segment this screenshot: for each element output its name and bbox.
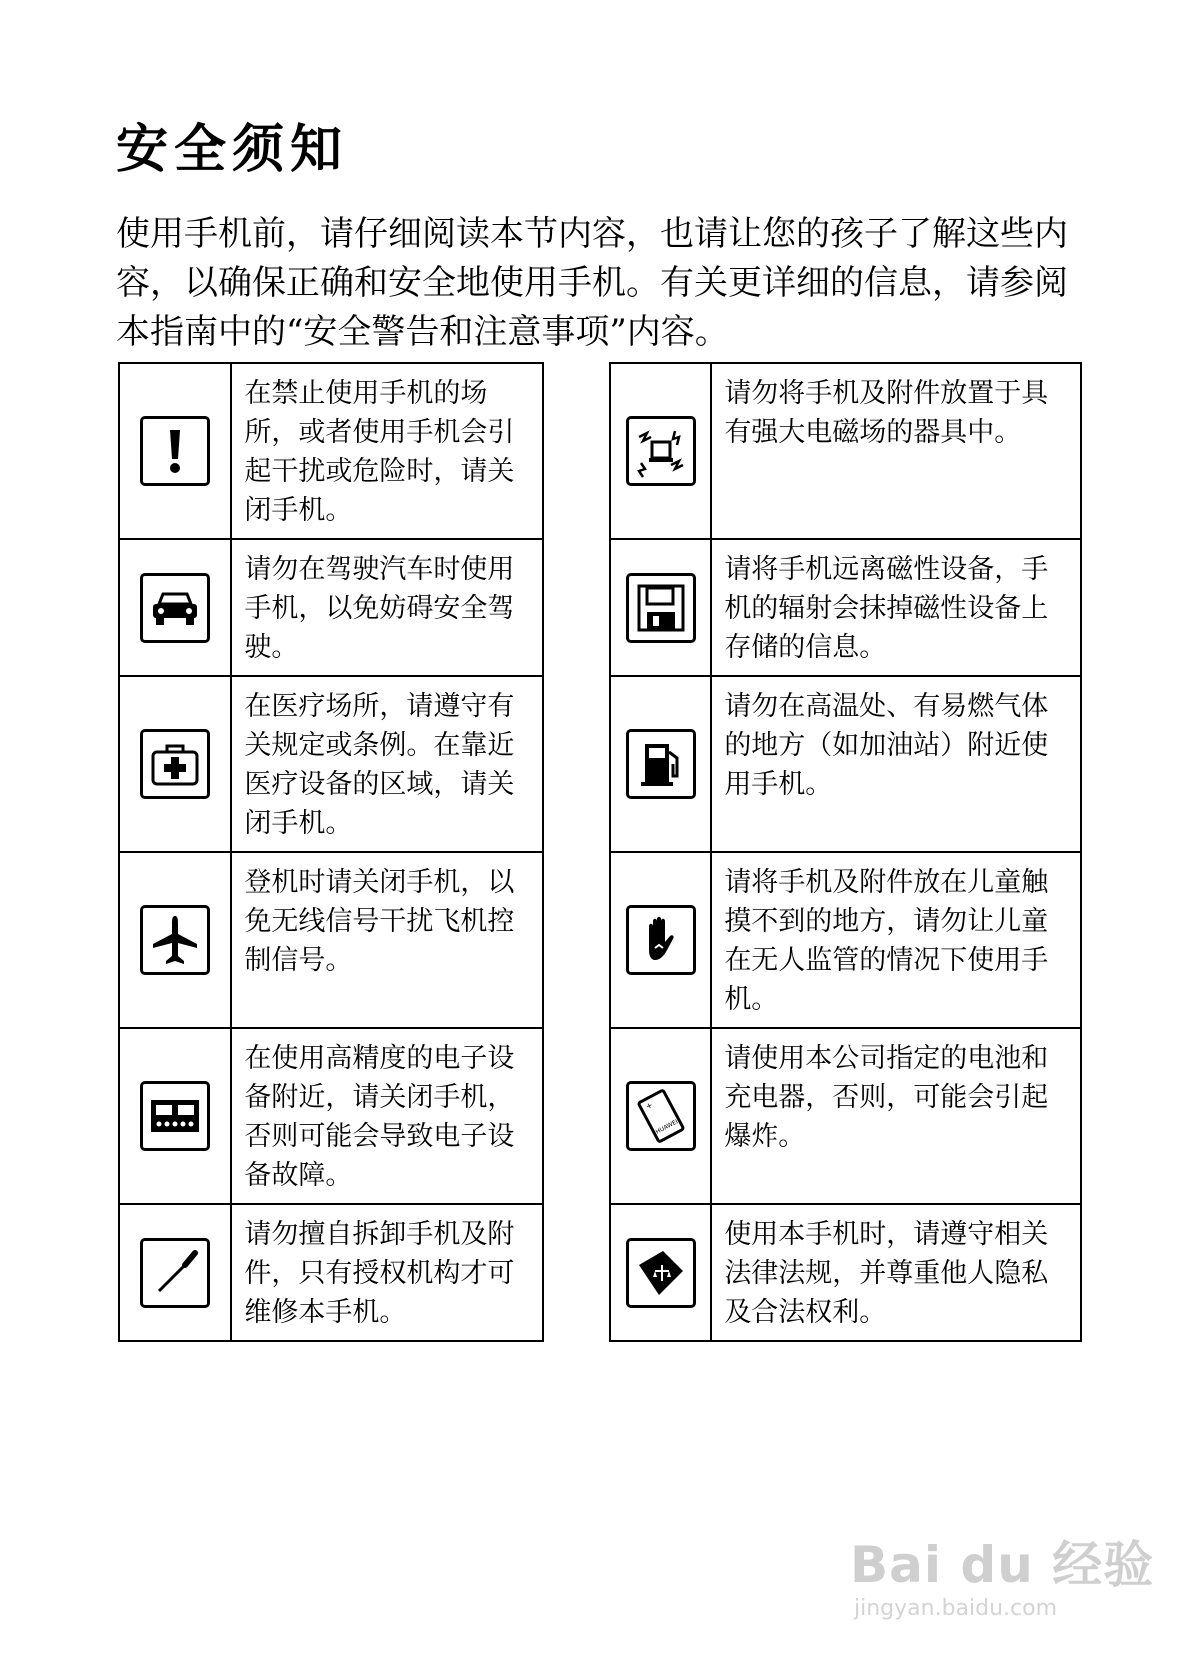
airplane-icon	[140, 905, 210, 975]
screwdriver-icon	[140, 1238, 210, 1308]
medical-kit-icon	[140, 729, 210, 799]
notice-text: 请将手机及附件放在儿童触摸不到的地方，请勿让儿童在无人监管的情况下使用手机。	[711, 852, 1081, 1028]
car-icon	[140, 573, 210, 643]
notice-text: 请勿在驾驶汽车时使用手机，以免妨碍安全驾驶。	[231, 539, 542, 676]
battery-icon	[626, 1081, 696, 1151]
safety-table	[118, 362, 1082, 1342]
svg-text:+: +	[643, 1100, 654, 1112]
law-book-icon	[626, 1238, 696, 1308]
notice-text: 请将手机远离磁性设备，手机的辐射会抹掉磁性设备上存储的信息。	[711, 539, 1081, 676]
watermark-url: jingyan.baidu.com	[854, 1596, 1058, 1621]
table-row	[119, 1028, 1081, 1204]
notice-text: 请勿在高温处、有易燃气体的地方（如加油站）附近使用手机。	[711, 676, 1081, 852]
watermark-brand: Bai du 经验	[850, 1536, 1155, 1594]
notice-text: 在使用高精度的电子设备附近，请关闭手机，否则可能会导致电子设备故障。	[231, 1028, 542, 1204]
table-row	[119, 539, 1081, 676]
page-title: 安全须知	[116, 120, 349, 180]
table-row	[119, 1204, 1081, 1341]
notice-text: 在禁止使用手机的场所，或者使用手机会引起干扰或危险时，请关闭手机。	[231, 363, 542, 539]
battery-brand-text: HUAWEI	[654, 1118, 679, 1136]
table-row	[119, 676, 1081, 852]
notice-text: 登机时请关闭手机，以免无线信号干扰飞机控制信号。	[231, 852, 542, 1028]
notice-text: 请勿擅自拆卸手机及附件，只有授权机构才可维修本手机。	[231, 1204, 542, 1341]
floppy-disk-icon	[626, 573, 696, 643]
electronic-device-icon	[140, 1081, 210, 1151]
notice-text: 请使用本公司指定的电池和充电器，否则，可能会引起爆炸。	[711, 1028, 1081, 1204]
notice-text: 在医疗场所，请遵守有关规定或条例。在靠近医疗设备的区域，请关闭手机。	[231, 676, 542, 852]
intro-paragraph: 使用手机前，请仔细阅读本节内容，也请让您的孩子了解这些内容，以确保正确和安全地使用手机。有关更详细的信息，请参阅本指南中的“安全警告和注意事项”内容。	[116, 214, 1068, 352]
electromagnetic-field-icon	[626, 416, 696, 486]
notice-text: 请勿将手机及附件放置于具有强大电磁场的器具中。	[711, 363, 1081, 539]
table-row	[119, 852, 1081, 1028]
notice-text: 使用本手机时，请遵守相关法律法规，并尊重他人隐私及合法权利。	[711, 1204, 1081, 1341]
exclamation-icon	[140, 416, 210, 486]
fuel-pump-icon	[626, 729, 696, 799]
table-row	[119, 363, 1081, 539]
watermark	[850, 1536, 1155, 1621]
hand-icon	[626, 905, 696, 975]
